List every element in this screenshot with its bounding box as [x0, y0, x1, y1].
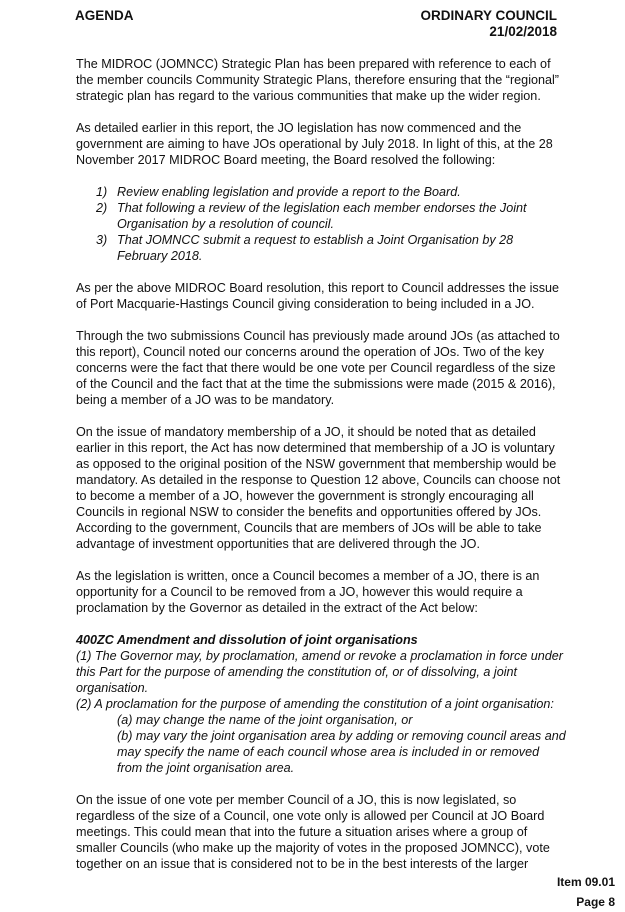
resolution-text: That JOMNCC submit a request to establish a Joint Organisation by 28 February 2018.	[117, 233, 514, 263]
act-extract	[76, 632, 566, 776]
resolution-number: 3)	[96, 233, 108, 247]
paragraph-port-macquarie: As per the above MIDROC Board resolution, this report to Council addresses the issue of Port Macquarie-Hastings Council giving consideration to being included in a JO.	[76, 281, 559, 311]
act-section-title: 400ZC Amendment and dissolution of joint organisations	[76, 633, 418, 647]
page-number: Page 8	[576, 895, 615, 909]
agenda-header: AGENDA	[75, 8, 134, 23]
item-number: Item 09.01	[556, 875, 615, 889]
resolution-item	[76, 200, 566, 232]
resolution-number: 2)	[96, 201, 108, 215]
meeting-header	[420, 8, 557, 40]
resolution-text: That following a review of the legislation each member endorses the Joint Organisation by a resolution of council.	[117, 201, 527, 231]
paragraph-removal: As the legislation is written, once a Council becomes a member of a JO, there is an opportunity for a Council to be removed from a JO, however this would require a proclamation by the Governor as detailed in the extract of the Act below:	[76, 569, 540, 615]
resolution-item	[76, 232, 566, 264]
act-subclause-b: (b) may vary the joint organisation area by adding or removing council areas and may specify the name of each council whose area is included in or removed from the joint organisation area.	[117, 729, 566, 775]
paragraph-one-vote: On the issue of one vote per member Council of a JO, this is now legislated, so regardless of the size of a Council, one vote only is allowed per Council at JO Board meetings. This could mean that into the future a situation arises where a group of smaller Councils (who make up the majority of votes in the proposed JOMNCC), vote together on an issue that is considered not to be in the best interests of the larger	[76, 793, 550, 871]
resolution-text: Review enabling legislation and provide a report to the Board.	[117, 185, 461, 199]
body-content	[76, 56, 566, 888]
act-subclause-a: (a) may change the name of the joint organisation, or	[117, 713, 413, 727]
act-clause-2: (2) A proclamation for the purpose of amending the constitution of a joint organisation:	[76, 697, 554, 711]
resolution-list	[76, 184, 566, 264]
paragraph-strategic-plan: The MIDROC (JOMNCC) Strategic Plan has been prepared with reference to each of the member councils Community Strategic Plans, therefore ensuring that the “regional” strategic plan has regard to the various communities that make up the wider region.	[76, 57, 559, 103]
page-footer	[557, 872, 615, 912]
meeting-title: ORDINARY COUNCIL	[420, 8, 557, 23]
paragraph-mandatory-membership: On the issue of mandatory membership of a JO, it should be noted that as detailed earlier in this report, the Act has now determined that membership of a JO is voluntary as opposed to the original position of the NSW government that membership would be mandatory. As detailed in the response to Question 12 above, Councils can choose not to become a member of a JO, however the government is strongly encouraging all Councils in regional NSW to consider the benefits and opportunities offered by JOs. According to the government, Councils that are members of JOs will be able to take advantage of investment opportunities that are delivered through the JO.	[76, 425, 561, 551]
resolution-item	[76, 184, 566, 200]
paragraph-legislation: As detailed earlier in this report, the JO legislation has now commenced and the government are aiming to have JOs operational by July 2018. In light of this, at the 28 November 2017 MIDROC Board meeting, the Board resolved the following:	[76, 121, 553, 167]
resolution-number: 1)	[96, 185, 108, 199]
act-clause-1: (1) The Governor may, by proclamation, amend or revoke a proclamation in force under this Part for the purpose of amending the constitution of, or of dissolving, a joint organisation.	[76, 649, 563, 695]
paragraph-submissions: Through the two submissions Council has previously made around JOs (as attached to this report), Council noted our concerns around the operation of JOs. Two of the key concerns were the fact that there would be one vote per Council regardless of the size of the Council and the fact that at the time the submissions were made (2015 & 2016), being a member of a JO was to be mandatory.	[76, 329, 560, 407]
meeting-date: 21/02/2018	[489, 24, 557, 39]
